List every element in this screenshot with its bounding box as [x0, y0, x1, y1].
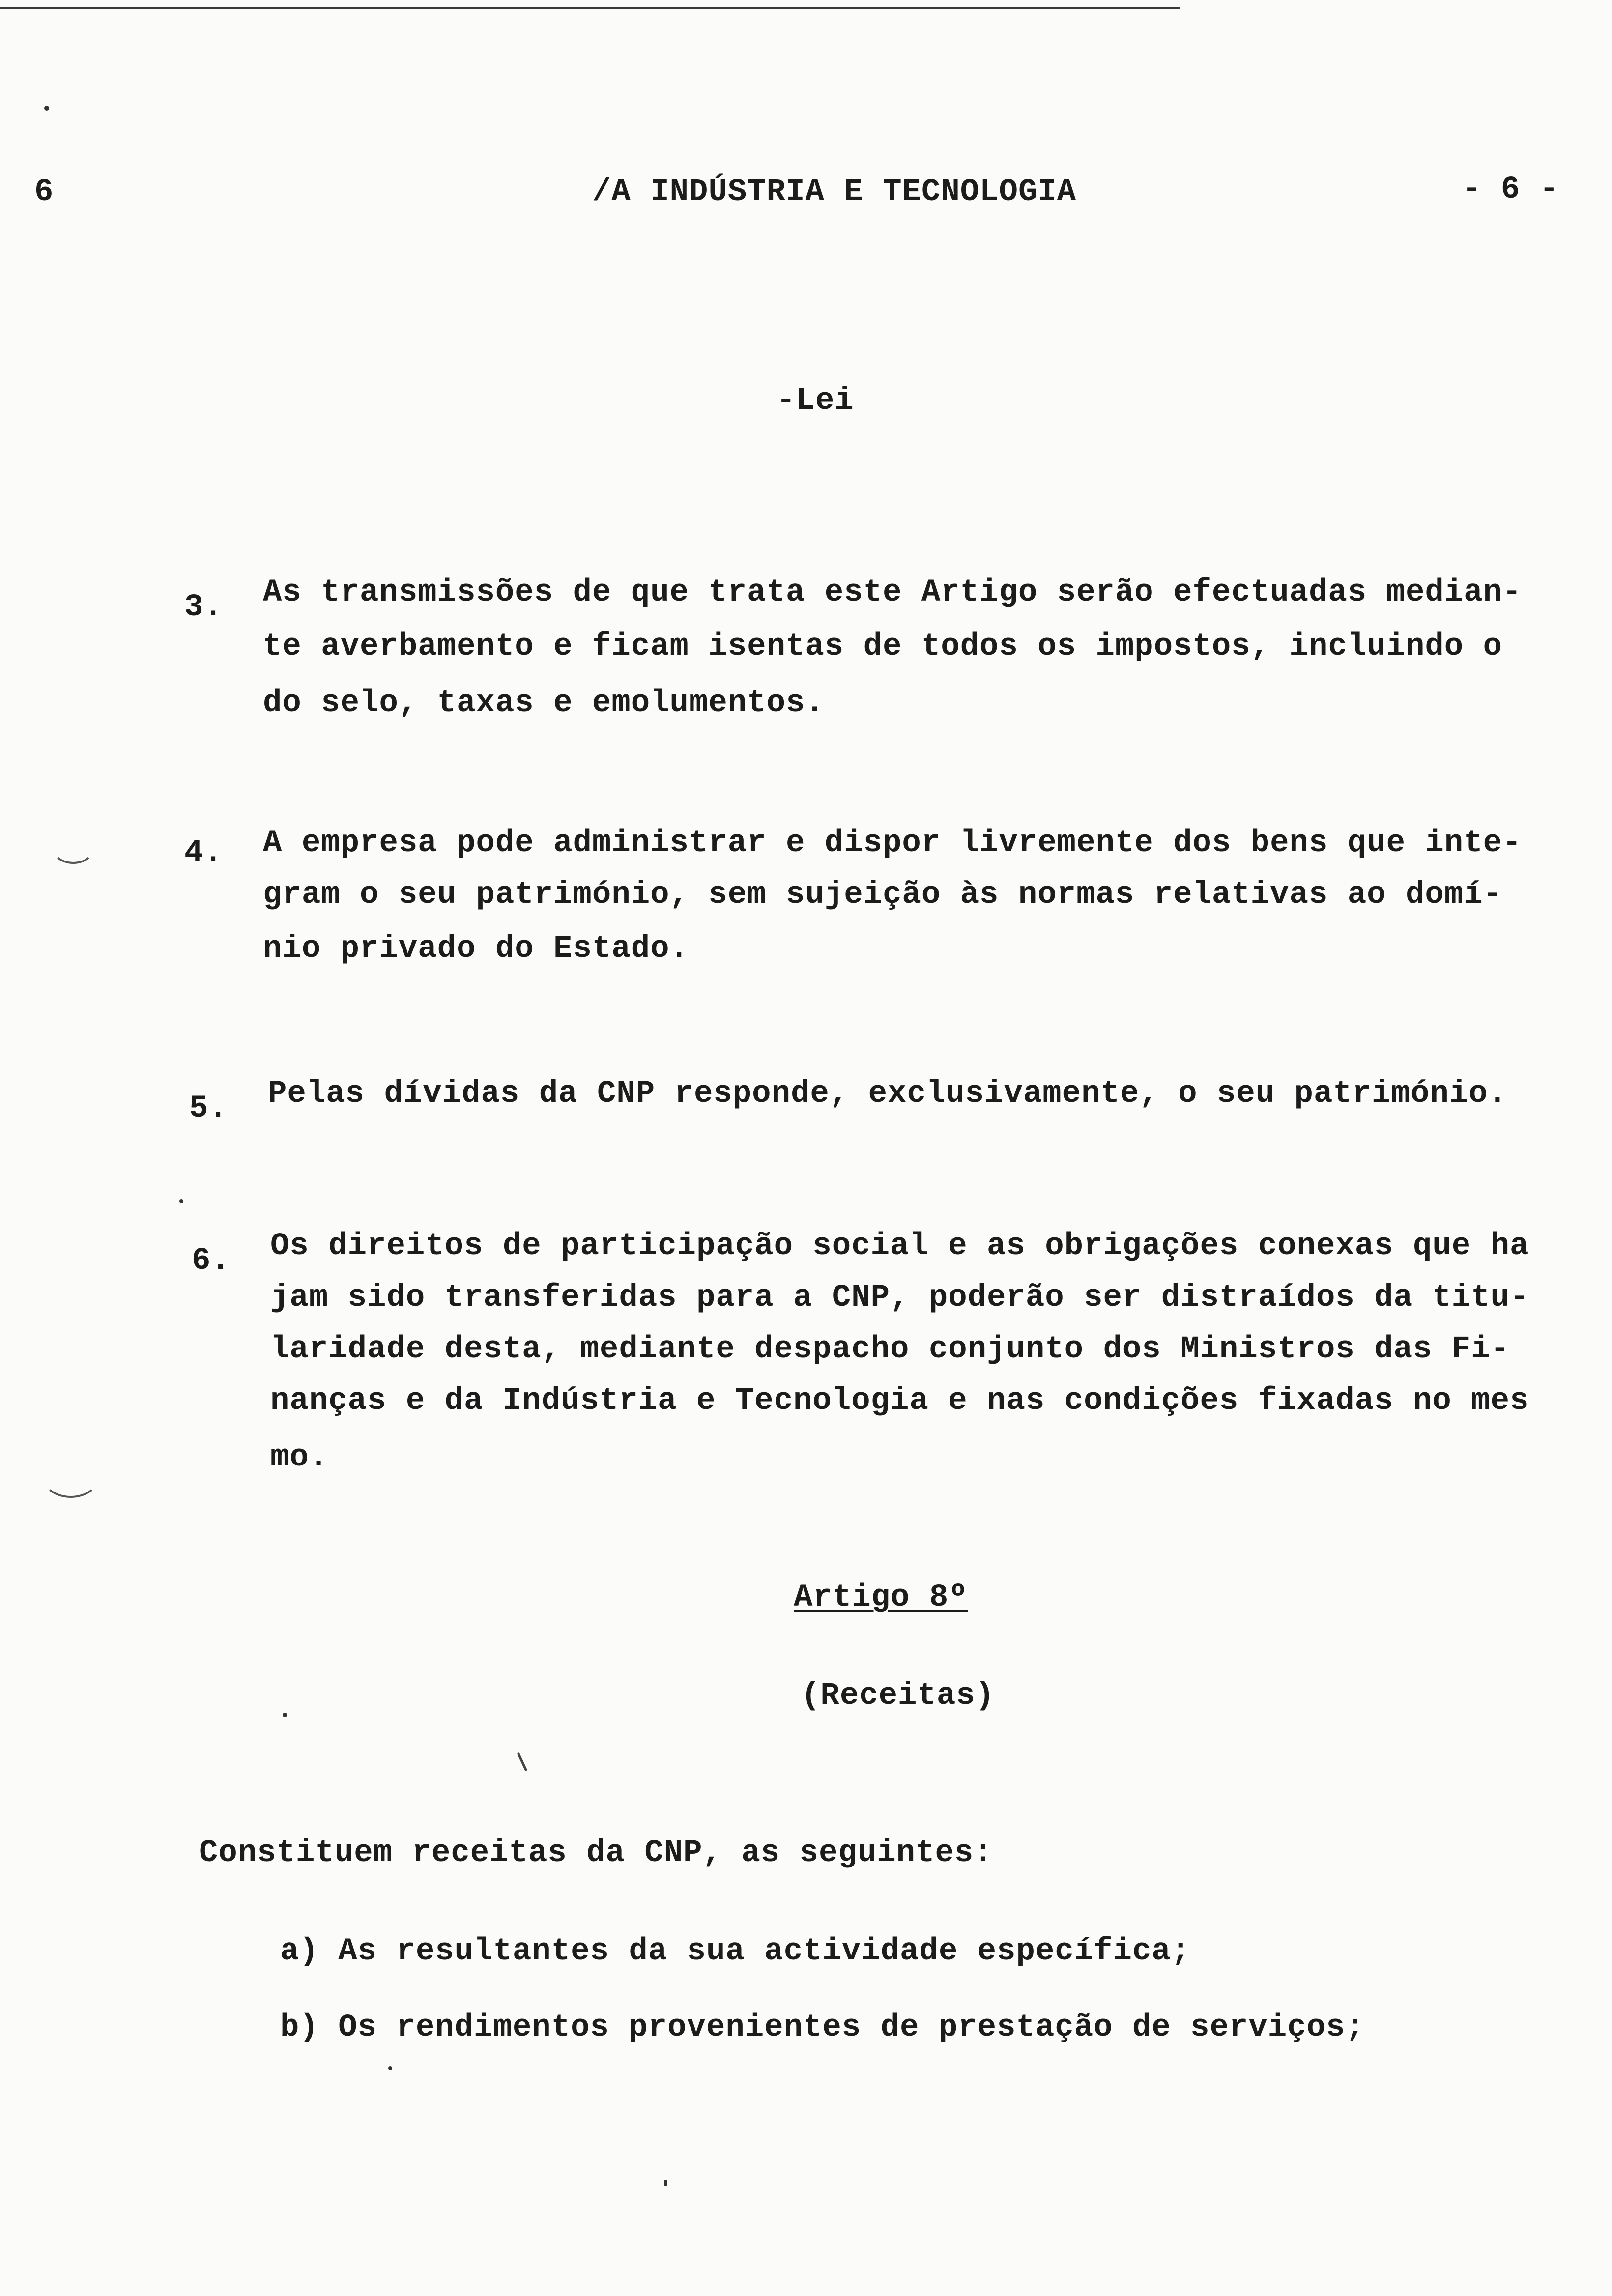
scan-speck — [283, 1713, 287, 1717]
page-number: - 6 - — [1462, 172, 1559, 207]
scan-mark — [52, 831, 95, 864]
item-line: nio privado do Estado. — [263, 931, 689, 967]
item-line: jam sido transferidas para a CNP, poderão ser distraídos da titu- — [270, 1280, 1529, 1316]
scan-speck — [388, 2066, 392, 2070]
item-line: nanças e da Indústria e Tecnologia e nas condições fixadas no mes — [270, 1383, 1529, 1419]
article-subtitle: (Receitas) — [801, 1678, 995, 1714]
item-line: As transmissões de que trata este Artigo serão efectuadas median- — [263, 575, 1522, 610]
scan-speck — [664, 2180, 667, 2186]
margin-mark: 6 — [34, 174, 54, 210]
item-line: mo. — [270, 1440, 329, 1475]
item-number: 5. — [189, 1091, 228, 1126]
list-item: a) As resultantes da sua actividade específica; — [280, 1934, 1191, 1969]
scan-mark — [42, 1455, 100, 1498]
intro-text: Constituem receitas da CNP, as seguintes: — [199, 1836, 993, 1871]
item-line: A empresa pode administrar e dispor livremente dos bens que inte- — [263, 826, 1522, 861]
subheading: -Lei — [777, 383, 854, 419]
item-line: Pelas dívidas da CNP responde, exclusivamente, o seu património. — [268, 1076, 1507, 1112]
article-title: Artigo 8º — [794, 1580, 968, 1615]
scan-speck — [44, 106, 49, 111]
scan-speck — [517, 1752, 527, 1771]
item-line: laridade desta, mediante despacho conjunto dos Ministros das Fi- — [270, 1332, 1510, 1367]
item-number: 4. — [184, 835, 223, 871]
scan-speck — [179, 1199, 183, 1203]
item-line: do selo, taxas e emolumentos. — [263, 686, 825, 721]
item-line: gram o seu património, sem sujeição às normas relativas ao domí- — [263, 877, 1502, 913]
list-item: b) Os rendimentos provenientes de prestação de serviços; — [280, 2010, 1365, 2045]
item-number: 6. — [192, 1243, 230, 1279]
item-line: Os direitos de participação social e as obrigações conexas que ha — [270, 1229, 1529, 1264]
top-rule — [0, 7, 1180, 9]
page-header-title: /A INDÚSTRIA E TECNOLOGIA — [592, 174, 1077, 210]
item-number: 3. — [184, 590, 223, 625]
item-line: te averbamento e ficam isentas de todos os impostos, incluindo o — [263, 629, 1502, 664]
